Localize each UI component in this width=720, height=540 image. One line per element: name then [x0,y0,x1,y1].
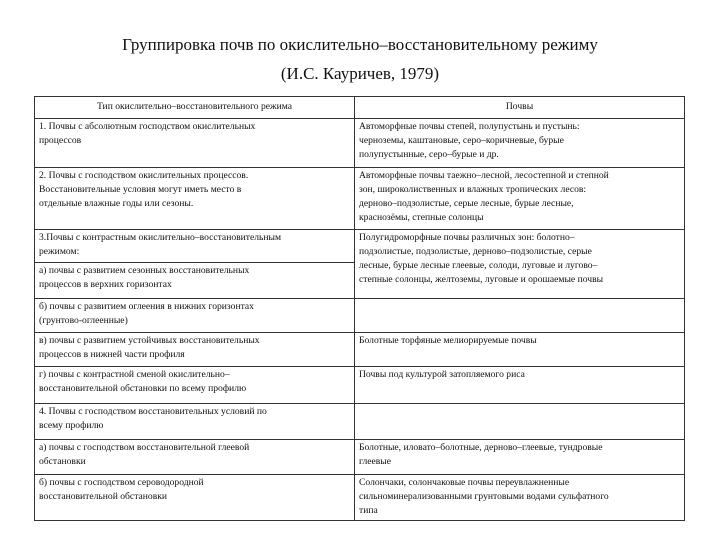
soils-cell-3: Полугидроморфные почвы различных зон: болотно– подзолистые, подзолистые, дерново–подзолистые, серые лесные, бурые лесные глеевые, солоди, луговые и лугово– степные солонцы, желтоземы, луговые и орошаемые почвы [355,230,685,299]
header-regime: Тип окислительно–восстановительного режима [35,97,355,119]
soils-cell-3b-empty [355,299,685,333]
table-row [35,475,685,521]
regime-cell-2: 2. Почвы с господством окислительных процессов. Восстановительные условия могут иметь место в отдельные влажные годы или сезоны. [35,168,355,230]
regime-cell-3g: г) почвы с контрастной сменой окислительно– восстановительной обстановки по всему профилю [35,367,355,404]
slide-subtitle-citation: (И.С. Кауричев, 1979) [280,64,440,83]
soils-cell-4b: Солончаки, солончаковые почвы переувлажненные сильноминерализованными грунтовыми водами сульфатного типа [355,475,685,521]
regime-cell-3a: а) почвы с развитием сезонных восстановительных процессов в верхних горизонтах [35,263,355,299]
regime-cell-4a: а) почвы с господством восстановительной глеевой обстановки [35,440,355,475]
table-row [35,404,685,440]
soils-cell-3v: Болотные торфяные мелиорируемые почвы [355,333,685,367]
table-row [35,230,685,263]
table-row [35,119,685,168]
regime-cell-4b: б) почвы с господством сероводородной восстановительной обстановки [35,475,355,521]
table-header-row [35,97,685,119]
header-soils: Почвы [355,97,685,119]
table-row [35,367,685,404]
table-row [35,168,685,230]
slide-title: Группировка почв по окислительно–восстановительному режиму [122,35,598,54]
soils-cell-4a: Болотные, иловато–болотные, дерново–глеевые, тундровые глеевые [355,440,685,475]
table-row [35,440,685,475]
regime-cell-1: 1. Почвы с абсолютным господством окислительных процессов [35,119,355,168]
soil-grouping-table [34,96,685,521]
soils-cell-1: Автоморфные почвы степей, полупустынь и пустынь: черноземы, каштановые, серо–коричневые, бурые полупустынные, серо–бурые и др. [355,119,685,168]
soils-cell-3g: Почвы под культурой затопляемого риса [355,367,685,404]
regime-cell-3b: б) почвы с развитием оглеения в нижних горизонтах (грунтово-оглеенные) [35,299,355,333]
table-row [35,333,685,367]
regime-cell-4: 4. Почвы с господством восстановительных условий по всему профилю [35,404,355,440]
table-row [35,299,685,333]
soils-cell-4-empty [355,404,685,440]
soils-cell-2: Автоморфные почвы таежно–лесной, лесостепной и степной зон, широколиственных и влажных тропических лесов: дерново–подзолистые, серые лесные, бурые лесные, краснозёмы, степные солонцы [355,168,685,230]
regime-cell-3: 3.Почвы с контрастным окислительно–восстановительным режимом: [35,230,355,263]
regime-cell-3v: в) почвы с развитием устойчивых восстановительных процессов в нижней части профиля [35,333,355,367]
